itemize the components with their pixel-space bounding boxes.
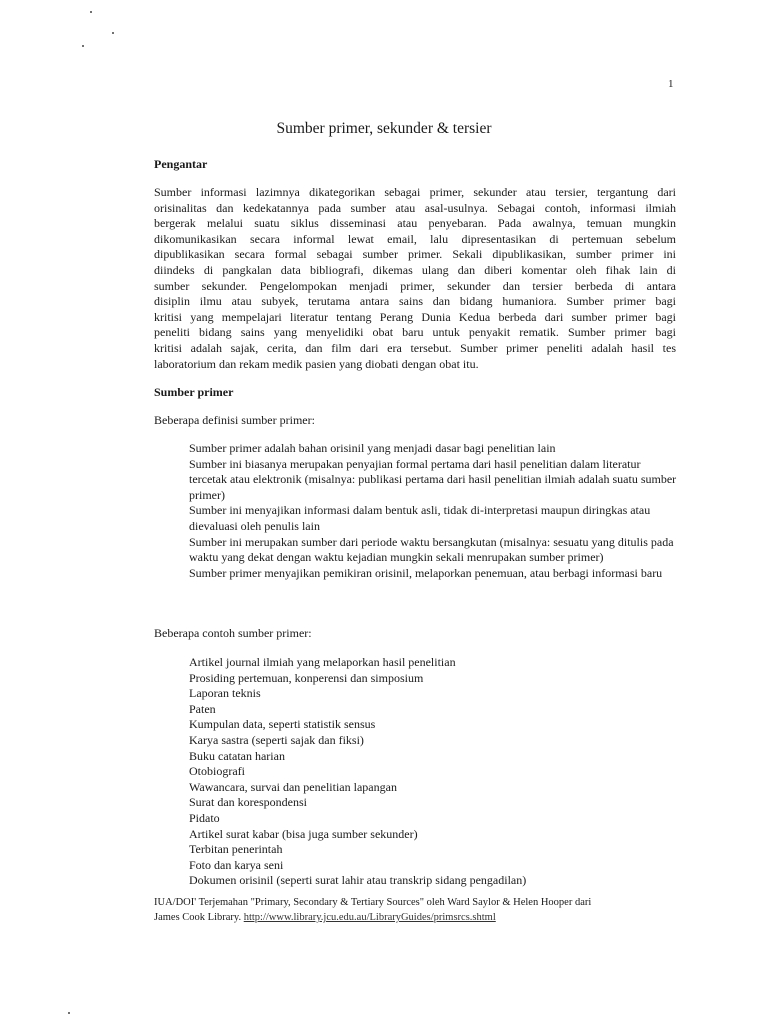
example-item: Buku catatan harian [189, 748, 285, 763]
definition-item: Sumber primer adalah bahan orisinil yang menjadi dasar bagi penelitian lain [189, 441, 556, 455]
example-item: Dokumen orisinil (seperti surat lahir atau transkrip sidang pengadilan) [189, 873, 527, 888]
definition-item: Sumber ini biasanya merupakan penyajian formal pertama dari hasil penelitian dalam literatur tercetak atau elektronik (misalnya: publikasi pertama dari hasil penelitian ilmiah adalah suatu sumber primer) [189, 456, 677, 502]
paragraph-line: Sumber informasi lazimnya dikategorikan sebagai primer, sekunder atau tersier, tergantung dari [154, 185, 676, 199]
example-item: Otobiografi [189, 764, 245, 779]
footer-citation [154, 895, 676, 925]
example-item: Artikel surat kabar (bisa juga sumber sekunder) [189, 826, 418, 841]
footer-line: IUA/DOI' Terjemahan "Primary, Secondary & Tertiary Sources" oleh Ward Saylor & Helen Hooper dari [154, 897, 592, 908]
example-item: Wawancara, survai dan penelitian lapangan [189, 779, 397, 794]
paragraph-line: sumber sekunder. Pengelompokan menjadi primer, sekunder dan tersier berbeda di antara [154, 278, 676, 293]
example-item: Surat dan korespondensi [189, 795, 307, 810]
definition-item: Sumber ini menyajikan informasi dalam bentuk asli, tidak di-interpretasi maupun diringkas atau dievaluasi oleh penulis lain [189, 503, 651, 533]
definition-item: Sumber ini merupakan sumber dari periode waktu bersangkutan (misalnya: sesuatu yang ditulis pada waktu yang dekat dengan waktu kejadian mungkin sekali menrupakan sumber primer) [189, 534, 674, 565]
example-item: Laporan teknis [189, 686, 261, 701]
section-heading-sumber-primer: Sumber primer [154, 385, 234, 399]
paragraph-line: diindeks di pangkalan data bibliografi, dikemas ulang dan diberi komentar oleh fihak lain di [154, 262, 676, 277]
intro-paragraph [154, 185, 676, 372]
example-item: Karya sastra (seperti sajak dan fiksi) [189, 732, 364, 747]
paragraph-line: dikomunikasikan secara informal lewat email, lalu dipresentasikan di pertemuan sebelum [154, 231, 676, 246]
paragraph-line: kritisi adalah sajak, cerita, dan film dari era tersebut. Sumber primer peneliti adalah hasil tes [154, 340, 676, 355]
source-url-link[interactable]: http://www.library.jcu.edu.au/LibraryGuides/primsrcs.shtml [243, 912, 496, 923]
examples-label: Beberapa contoh sumber primer: [154, 626, 312, 640]
paragraph-line: bergerak melalui suatu siklus disseminasi atau penyebaran. Pada awalnya, temuan mungkin [154, 216, 676, 231]
paragraph-line: disiplin ilmu atau subyek, terutama antara sains dan bidang humaniora. Sumber primer bagi [154, 294, 676, 309]
paragraph-line: dipublikasikan secara formal sebagai sumber primer. Sekali dipublikasikan, sumber primer ini [154, 247, 676, 262]
scan-speck [90, 11, 92, 13]
example-item: Pidato [189, 810, 220, 825]
page-number: 1 [668, 78, 674, 90]
paragraph-line: laboratorium dan rekam medik pasien yang diobati dengan obat itu. [154, 356, 479, 371]
example-item: Foto dan karya seni [189, 857, 284, 872]
paragraph-line: orisinalitas dan kedekatannya pada sumber atau asal-usulnya. Sebagai contoh, informasi ilmiah [154, 200, 676, 215]
definition-item: Sumber primer menyajikan pemikiran orisinil, melaporkan penemuan, atau berbagi informasi baru [189, 565, 663, 580]
scan-speck [112, 32, 114, 34]
page-title: Sumber primer, sekunder & tersier [276, 120, 492, 137]
footer-library: James Cook Library. [154, 912, 242, 923]
example-item: Artikel journal ilmiah yang melaporkan hasil penelitian [189, 655, 456, 669]
paragraph-line: kritisi yang mempelajari literatur tentang Perang Dunia Kedua berbeda dari sumber primer bagi [154, 309, 676, 324]
paragraph-line: peneliti bidang sains yang menyelidiki obat baru untuk penyakit rematik. Sumber primer bagi [154, 325, 676, 340]
example-item: Kumpulan data, seperti statistik sensus [189, 717, 376, 732]
example-item: Paten [189, 701, 216, 716]
definitions-list [189, 441, 679, 581]
scan-speck [68, 1012, 70, 1014]
example-item: Prosiding pertemuan, konperensi dan simposium [189, 670, 424, 685]
footer-line [154, 910, 676, 925]
example-item: Terbitan penerintah [189, 842, 283, 857]
scan-speck [82, 45, 84, 47]
examples-list [189, 655, 679, 889]
section-heading-pengantar: Pengantar [154, 157, 208, 171]
definitions-label: Beberapa definisi sumber primer: [154, 413, 315, 427]
